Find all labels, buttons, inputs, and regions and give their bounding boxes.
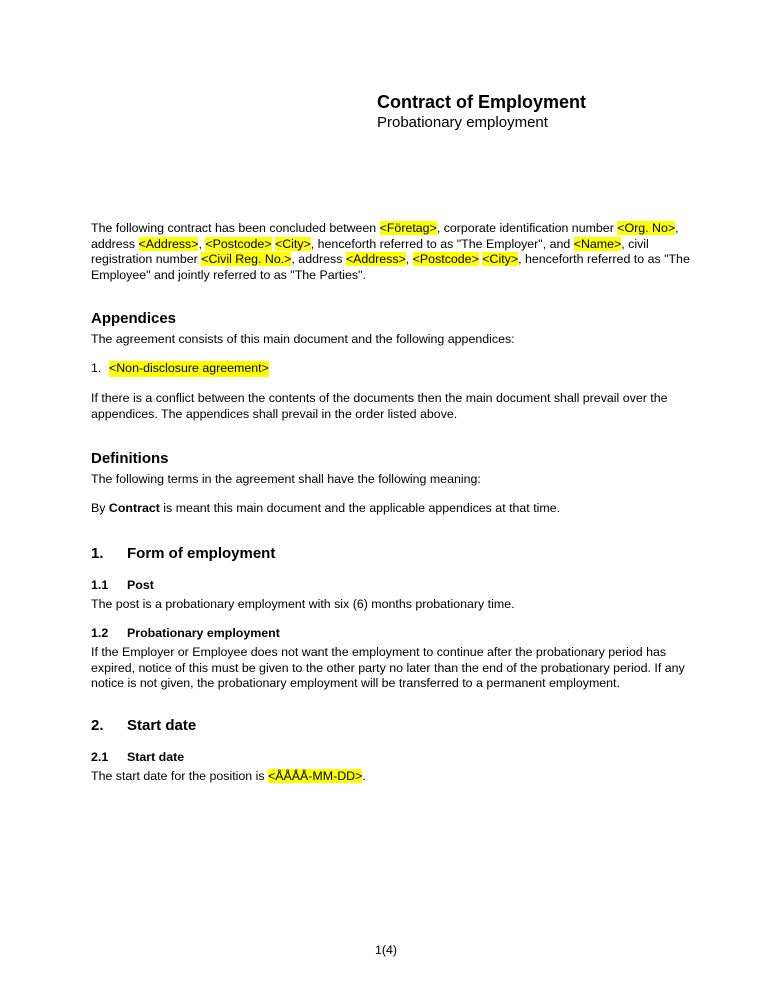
company-placeholder: <Företag>: [379, 221, 437, 235]
employer-postcode-placeholder: <Postcode>: [205, 236, 272, 251]
definition-contract: [91, 501, 691, 517]
intro-text: , henceforth referred to as "The Employer", and: [310, 236, 574, 251]
org-no-placeholder: <Org. No>: [617, 221, 676, 235]
definition-term: Contract: [108, 501, 160, 515]
employee-name-placeholder: <Name>: [573, 236, 622, 251]
intro-text: , address: [291, 252, 346, 266]
employer-address-placeholder: <Address>: [138, 236, 199, 251]
section-number: 1.: [91, 545, 104, 562]
intro-text: ,: [198, 236, 206, 251]
page-number: 1(4): [374, 943, 398, 957]
appendix-placeholder: <Non-disclosure agreement>: [109, 361, 269, 375]
document-subtitle: Probationary employment: [377, 114, 548, 131]
subsection-1-1-text: The post is a probationary employment with six (6) months probationary time.: [91, 597, 515, 611]
definitions-heading: Definitions: [91, 450, 169, 467]
list-item-number: 1.: [91, 361, 102, 375]
subsection-number: 1.1: [91, 578, 109, 592]
employer-city-placeholder: <City>: [274, 236, 311, 251]
employee-postcode-placeholder: <Postcode>: [412, 252, 479, 266]
intro-text: The following contract has been concluded between: [91, 221, 380, 235]
appendices-conflict-text: If there is a conflict between the contents of the documents then the main document shall prevail over the appendices. The appendices shall prevail in the order listed above.: [91, 391, 668, 421]
intro-paragraph: [91, 221, 691, 283]
start-date-text: The start date for the position is: [91, 769, 269, 783]
intro-text: ,: [405, 252, 413, 266]
subsection-title: Start date: [127, 750, 185, 764]
subsection-title: Probationary employment: [127, 626, 280, 640]
definitions-intro: The following terms in the agreement shall have the following meaning:: [91, 472, 481, 486]
appendices-intro: The agreement consists of this main document and the following appendices:: [91, 332, 515, 346]
section-number: 2.: [91, 717, 104, 734]
intro-text: , corporate identification number: [436, 221, 618, 235]
section-title: Start date: [127, 717, 197, 734]
document-title: Contract of Employment: [377, 92, 587, 112]
definition-text: is meant this main document and the applicable appendices at that time.: [159, 501, 561, 515]
subsection-title: Post: [127, 578, 154, 592]
employee-address-placeholder: <Address>: [345, 252, 406, 266]
subsection-number: 1.2: [91, 626, 109, 640]
title-block: [377, 92, 586, 132]
subsection-1-1-heading: [91, 578, 691, 593]
definition-prefix: By: [91, 501, 109, 515]
subsection-number: 2.1: [91, 750, 109, 764]
subsection-2-1-heading: [91, 750, 691, 765]
section-1-heading: [91, 545, 691, 563]
intro-text: , henceforth referred to as "The Employee" and jointly referred to as "The Parties".: [91, 252, 690, 282]
section-title: Form of employment: [127, 545, 276, 562]
appendices-heading: Appendices: [91, 310, 177, 327]
subsection-1-2-text: If the Employer or Employee does not want the employment to continue after the probationary period has expired, notice of this must be given to the other party no later than the end of the probationary period. If any notice is not given, the probationary employment will be transferred to a permanent employment.: [91, 645, 685, 690]
subsection-1-2-heading: [91, 626, 691, 641]
employee-city-placeholder: <City>: [482, 252, 519, 266]
appendix-list-item: [91, 361, 691, 377]
subsection-2-1-text: [91, 769, 691, 785]
section-2-heading: [91, 717, 691, 735]
start-date-placeholder: <ÅÅÅÅ-MM-DD>: [268, 769, 363, 783]
start-date-text-end: .: [362, 769, 366, 783]
intro-text: , address: [91, 221, 679, 251]
civil-reg-placeholder: <Civil Reg. No.>: [201, 252, 292, 266]
intro-text: , civil registration number: [91, 236, 649, 266]
